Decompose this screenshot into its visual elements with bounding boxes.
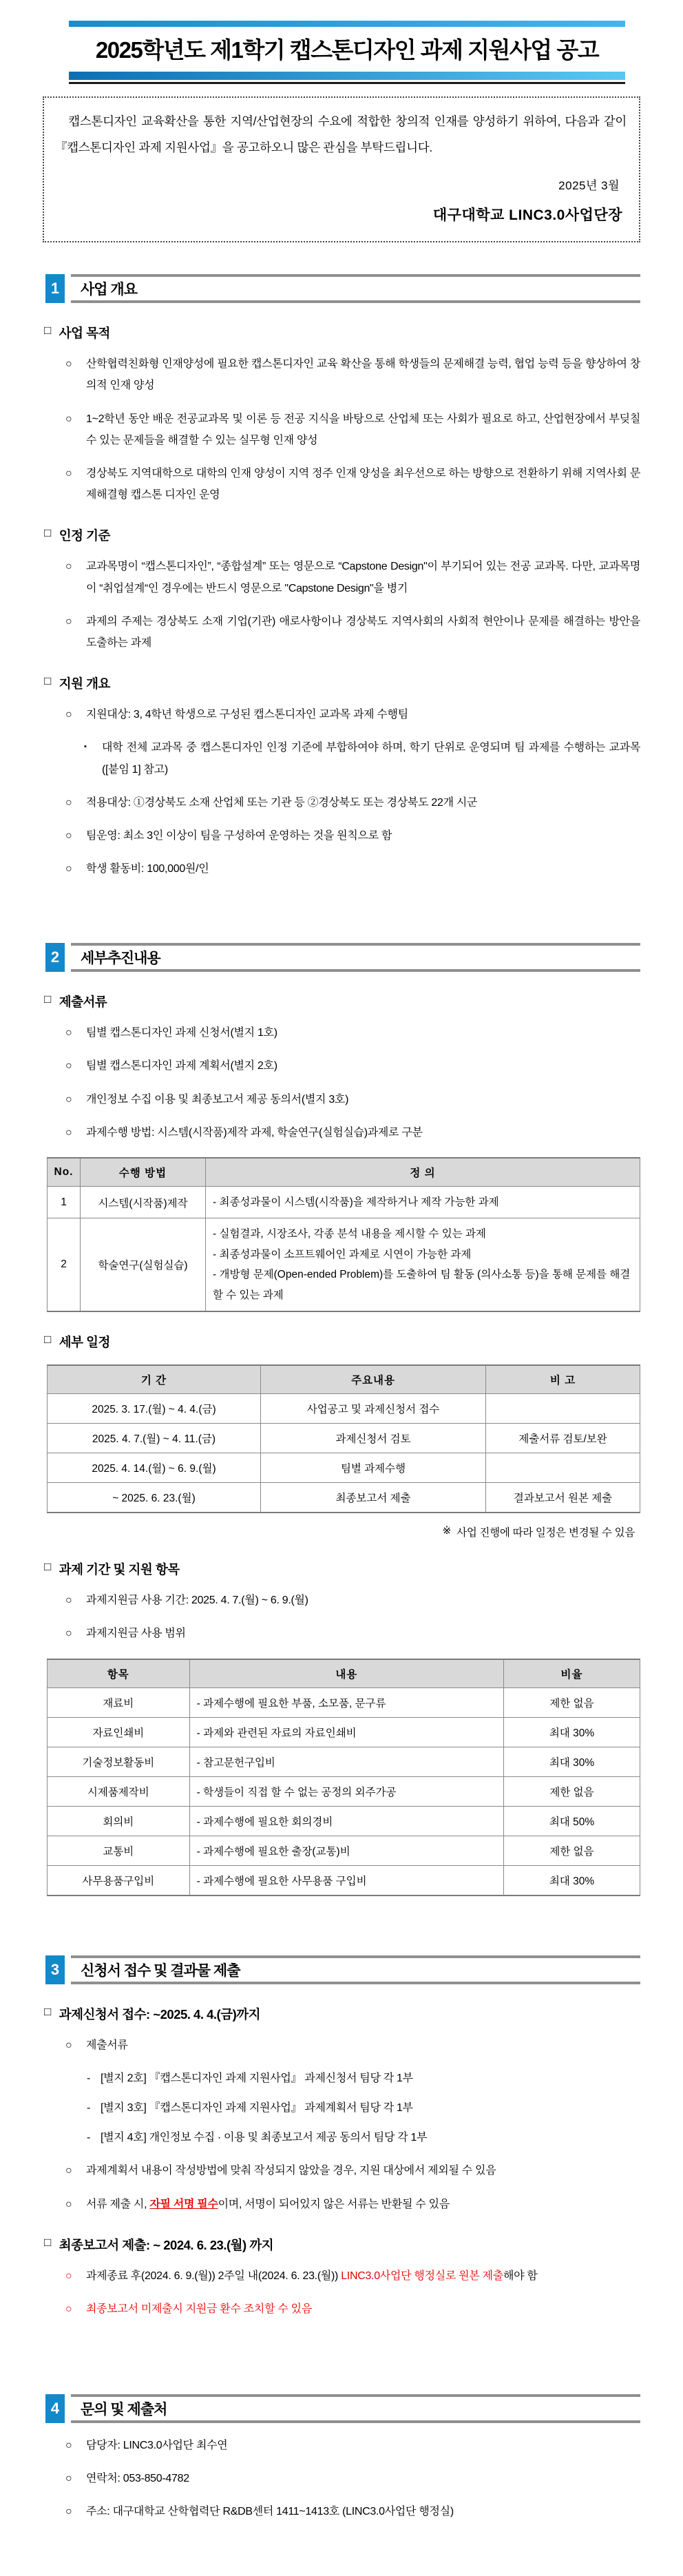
heading-final-report-deadline: □ 최종보고서 제출: ~ 2024. 6. 23.(월) 까지	[44, 2235, 274, 2252]
circle-bullet-icon: ○	[65, 468, 72, 479]
list-item: ○ 개인정보 수집 이용 및 최종보고서 제공 동의서(별지 3호)	[65, 1089, 640, 1110]
circle-bullet-icon: ○	[65, 1595, 72, 1607]
circle-bullet-icon: ○	[65, 413, 72, 425]
section-4-header	[45, 2394, 640, 2423]
table-row: 사무용품구입비 - 과제수행에 필요한 사무용품 구입비 최대 30%	[48, 1865, 640, 1895]
circle-bullet-icon: ○	[65, 1060, 72, 1072]
sub-list-item: ▪ 대학 전체 교과목 중 캡스톤디자인 인정 기준에 부합하여야 하며, 학기 단위로 운영되며 팀 과제를 수행하는 교과목([붙임 1] 참고)	[84, 737, 640, 780]
cell-no: 2	[48, 1218, 81, 1311]
section-3-header	[45, 1955, 640, 1984]
square-bullet-icon: □	[44, 1333, 51, 1347]
table-header-row	[48, 1365, 640, 1394]
table-row: 재료비 - 과제수행에 필요한 부품, 소모품, 문구류 제한 없음	[48, 1687, 640, 1717]
heading-detail-schedule: □ 세부 일정	[44, 1333, 110, 1350]
section-1-title: 사업 개요	[71, 274, 640, 303]
intro-box	[43, 96, 640, 242]
section-3-number: 3	[45, 1955, 65, 1984]
heading-application-deadline: □ 과제신청서 접수: ~2025. 4. 4.(금)까지	[44, 2004, 260, 2022]
column-header: 내용	[189, 1659, 503, 1688]
column-header: 기 간	[48, 1365, 261, 1394]
table-row: ~ 2025. 6. 23.(월) 최종보고서 제출 결과보고서 원본 제출	[48, 1483, 640, 1513]
list-item: ○ 학생 활동비: 100,000원/인	[65, 858, 640, 880]
circle-bullet-icon: ○	[65, 1126, 72, 1139]
column-header: 항목	[48, 1659, 190, 1688]
list-item: ○ 과제지원금 사용 기간: 2025. 4. 7.(월) ~ 6. 9.(월)	[65, 1590, 640, 1611]
circle-bullet-icon: ○	[65, 2440, 72, 2452]
cell-definition: - 실험결과, 시장조사, 각종 분석 내용을 제시할 수 있는 과제 - 최종성과물이 소프트웨어인 과제로 시연이 가능한 과제 - 개방형 문제(Open-ended Problem)를 도출하여 팀 활동 (의사소통 등)을 통해 문제를 해결할 수 있는 과제	[206, 1218, 640, 1311]
list-item-final-warning: ○ 최종보고서 미제출시 지원금 환수 조치할 수 있음	[65, 2298, 640, 2320]
circle-bullet-icon: ○	[65, 1628, 72, 1640]
column-header: 주요내용	[260, 1365, 485, 1394]
table-row: 회의비 - 과제수행에 필요한 회의경비 최대 50%	[48, 1806, 640, 1836]
list-item: ○ 적용대상: ①경상북도 소재 산업체 또는 기관 등 ②경상북도 또는 경상북도 22개 시군	[65, 792, 640, 813]
circle-bullet-icon: ○	[65, 2165, 72, 2177]
column-header: 정 의	[206, 1158, 640, 1187]
cell-definition: - 최종성과물이 시스템(시작품)을 제작하거나 제작 가능한 과제	[206, 1187, 640, 1218]
table-row: 2025. 3. 17.(월) ~ 4. 4.(금) 사업공고 및 과제신청서 접수	[48, 1394, 640, 1424]
circle-bullet-icon: ○	[65, 2473, 72, 2485]
dash-bullet-icon: -	[87, 2072, 91, 2084]
square-bullet-icon: □	[44, 674, 51, 688]
table-row	[48, 1187, 640, 1218]
dash-list-item: - [별지 2호] 『캡스톤디자인 과제 지원사업』 과제신청서 팀당 각 1부	[87, 2068, 640, 2089]
circle-bullet-icon: ○	[65, 2269, 72, 2282]
signature-required-highlight: 자필 서명 필수	[149, 2198, 218, 2210]
circle-bullet-icon: ○	[65, 1093, 72, 1105]
small-square-bullet-icon: ▪	[84, 742, 87, 751]
list-item-final-submit: ○ 과제종료 후(2024. 6. 9.(월)) 2주일 내(2024. 6. 23.(월)) LINC3.0사업단 행정실로 원본 제출해야 함	[65, 2265, 640, 2287]
heading-project-period-support: □ 과제 기간 및 지원 항목	[44, 1560, 180, 1577]
list-item: ○ 산학협력친화형 인재양성에 필요한 캡스톤디자인 교육 확산을 통해 학생들의 문제해결 능력, 협업 능력 등을 향상하여 창의적 인재 양성	[65, 353, 640, 396]
square-bullet-icon: □	[44, 1560, 51, 1574]
list-item: ○ 과제의 주제는 경상북도 소재 기업(기관) 애로사항이나 경상북도 지역사회의 사회적 현안이나 문제를 해결하는 방안을 도출하는 과제	[65, 611, 640, 654]
square-bullet-icon: □	[44, 526, 51, 540]
dash-bullet-icon: -	[87, 2101, 91, 2114]
section-1-header	[45, 274, 640, 303]
circle-bullet-icon: ○	[65, 2039, 72, 2051]
table-row: 시제품제작비 - 학생들이 직접 할 수 없는 공정의 외주가공 제한 없음	[48, 1776, 640, 1806]
circle-bullet-icon: ○	[65, 1027, 72, 1039]
table-header-row	[48, 1659, 640, 1688]
heading-submission-documents: □ 제출서류	[44, 993, 107, 1010]
intro-paragraph: 캡스톤디자인 교육확산을 통한 지역/산업현장의 수요에 적합한 창의적 인재를 양성하기 위하여, 다음과 같이 『캡스톤디자인 과제 지원사업』을 공고하오니 많은 관심을 부탁드립니다.	[55, 114, 627, 154]
list-item: ○ 과제계획서 내용이 작성방법에 맞춰 작성되지 않았을 경우, 지원 대상에서 제외될 수 있음	[65, 2160, 640, 2181]
section-2-title: 세부추진내용	[71, 943, 640, 972]
masthead-top-bar	[69, 21, 625, 27]
schedule-table	[47, 1364, 640, 1513]
list-item: ○ 제출서류	[65, 2035, 640, 2056]
circle-bullet-icon: ○	[65, 829, 72, 842]
intro-date: 2025년 3월	[558, 179, 620, 193]
dash-list-item: - [별지 4호] 개인정보 수집 · 이용 및 최종보고서 제공 동의서 팀당 각 1부	[87, 2127, 640, 2148]
square-bullet-icon: □	[44, 993, 51, 1006]
list-item: ○ 과제지원금 사용 범위	[65, 1623, 640, 1644]
section-2-header	[45, 943, 640, 972]
page-title: 2025학년도 제1학기 캡스톤디자인 과제 지원사업 공고	[95, 37, 599, 63]
square-bullet-icon: □	[44, 2235, 51, 2249]
section-2-number: 2	[45, 943, 65, 972]
circle-bullet-icon: ○	[65, 561, 72, 573]
column-header: 수행 방법	[81, 1158, 206, 1187]
cell-no: 1	[48, 1187, 81, 1218]
announcement-document	[0, 21, 683, 2576]
table-row: 2025. 4. 14.(월) ~ 6. 9.(월) 팀별 과제수행	[48, 1453, 640, 1483]
circle-bullet-icon: ○	[65, 358, 72, 371]
list-item: ○ 지원대상: 3, 4학년 학생으로 구성된 캡스톤디자인 교과목 과제 수행팀	[65, 704, 640, 725]
list-item: ○ 과제수행 방법: 시스템(시작품)제작 과제, 학술연구(실험실습)과제로 구분	[65, 1122, 640, 1143]
circle-bullet-icon: ○	[65, 2506, 72, 2518]
contact-address: ○ 주소: 대구대학교 산학협력단 R&DB센터 1411~1413호 (LINC3.0사업단 행정실)	[65, 2501, 640, 2522]
list-item: ○ 팀별 캡스톤디자인 과제 신청서(별지 1호)	[65, 1022, 640, 1043]
cell-method: 시스템(시작품)제작	[81, 1187, 206, 1218]
circle-bullet-icon: ○	[65, 615, 72, 627]
dash-list-item: - [별지 3호] 『캡스톤디자인 과제 지원사업』 과제계획서 팀당 각 1부	[87, 2097, 640, 2119]
circle-bullet-icon: ○	[65, 796, 72, 809]
method-table	[47, 1157, 640, 1312]
table-row: 기술정보활동비 - 참고문헌구입비 최대 30%	[48, 1747, 640, 1776]
table-row: 2025. 4. 7.(월) ~ 4. 11.(금) 과제신청서 검토 제출서류 검토/보완	[48, 1424, 640, 1453]
section-4-number: 4	[45, 2394, 65, 2423]
list-item: ○ 팀별 캡스톤디자인 과제 계획서(별지 2호)	[65, 1055, 640, 1077]
table-row: 자료인쇄비 - 과제와 관련된 자료의 자료인쇄비 최대 30%	[48, 1717, 640, 1747]
schedule-note: ※ 사업 진행에 따라 일정은 변경될 수 있음	[442, 1525, 635, 1539]
masthead-underline	[69, 82, 625, 84]
list-item: ○ 교과목명이 “캡스톤디자인”, “종합설계” 또는 영문으로 “Capstone Design"이 부기되어 있는 전공 교과목. 다만, 교과목명이 “취업설계“인 경우에는 반드시 영문으로 "Capstone Design"을 병기	[65, 556, 640, 599]
contact-phone: ○ 연락처: 053-850-4782	[65, 2468, 640, 2489]
column-header: No.	[48, 1158, 81, 1187]
heading-support-overview: □ 지원 개요	[44, 674, 110, 692]
section-3-title: 신청서 접수 및 결과물 제출	[71, 1955, 640, 1984]
circle-bullet-icon: ○	[65, 2303, 72, 2315]
circle-bullet-icon: ○	[65, 709, 72, 721]
table-header-row	[48, 1158, 640, 1187]
list-item: ○ 1~2학년 동안 배운 전공교과목 및 이론 등 전공 지식을 바탕으로 산업체 또는 사회가 필요로 하고, 산업현장에서 부딪칠 수 있는 문제들을 해결할 수 있는 실무형 인재 양성	[65, 408, 640, 451]
square-bullet-icon: □	[44, 324, 51, 337]
dash-bullet-icon: -	[87, 2132, 91, 2144]
column-header: 비 고	[486, 1365, 640, 1394]
section-1-number: 1	[45, 274, 65, 303]
circle-bullet-icon: ○	[65, 863, 72, 875]
budget-table	[47, 1659, 640, 1896]
table-row	[48, 1218, 640, 1311]
column-header: 비율	[503, 1659, 640, 1688]
reference-mark-icon: ※	[442, 1525, 452, 1537]
masthead-bottom-bar	[69, 72, 625, 80]
list-item: ○ 팀운영: 최소 3인 이상이 팀을 구성하여 운영하는 것을 원칙으로 함	[65, 825, 640, 846]
masthead	[69, 21, 625, 84]
heading-recognition-criteria: □ 인정 기준	[44, 526, 110, 543]
table-row: 교통비 - 과제수행에 필요한 출장(교통)비 제한 없음	[48, 1836, 640, 1865]
heading-business-purpose: □ 사업 목적	[44, 324, 110, 341]
final-submit-highlight: LINC3.0사업단 행정실로 원본 제출	[341, 2269, 503, 2282]
circle-bullet-icon: ○	[65, 2198, 72, 2210]
square-bullet-icon: □	[44, 2004, 51, 2018]
list-item-signature-required: ○ 서류 제출 시, 자필 서명 필수이며, 서명이 되어있지 않은 서류는 반환될 수 있음	[65, 2194, 640, 2215]
contact-person: ○ 담당자: LINC3.0사업단 최수연	[65, 2435, 640, 2456]
list-item: ○ 경상북도 지역대학으로 대학의 인재 양성이 지역 정주 인재 양성을 최우선으로 하는 방향으로 전환하기 위해 지역사회 문제해결형 캡스톤 디자인 운영	[65, 463, 640, 506]
cell-method: 학술연구(실험실습)	[81, 1218, 206, 1311]
intro-signer: 대구대학교 LINC3.0사업단장	[432, 207, 622, 224]
section-4-title: 문의 및 제출처	[71, 2394, 640, 2423]
